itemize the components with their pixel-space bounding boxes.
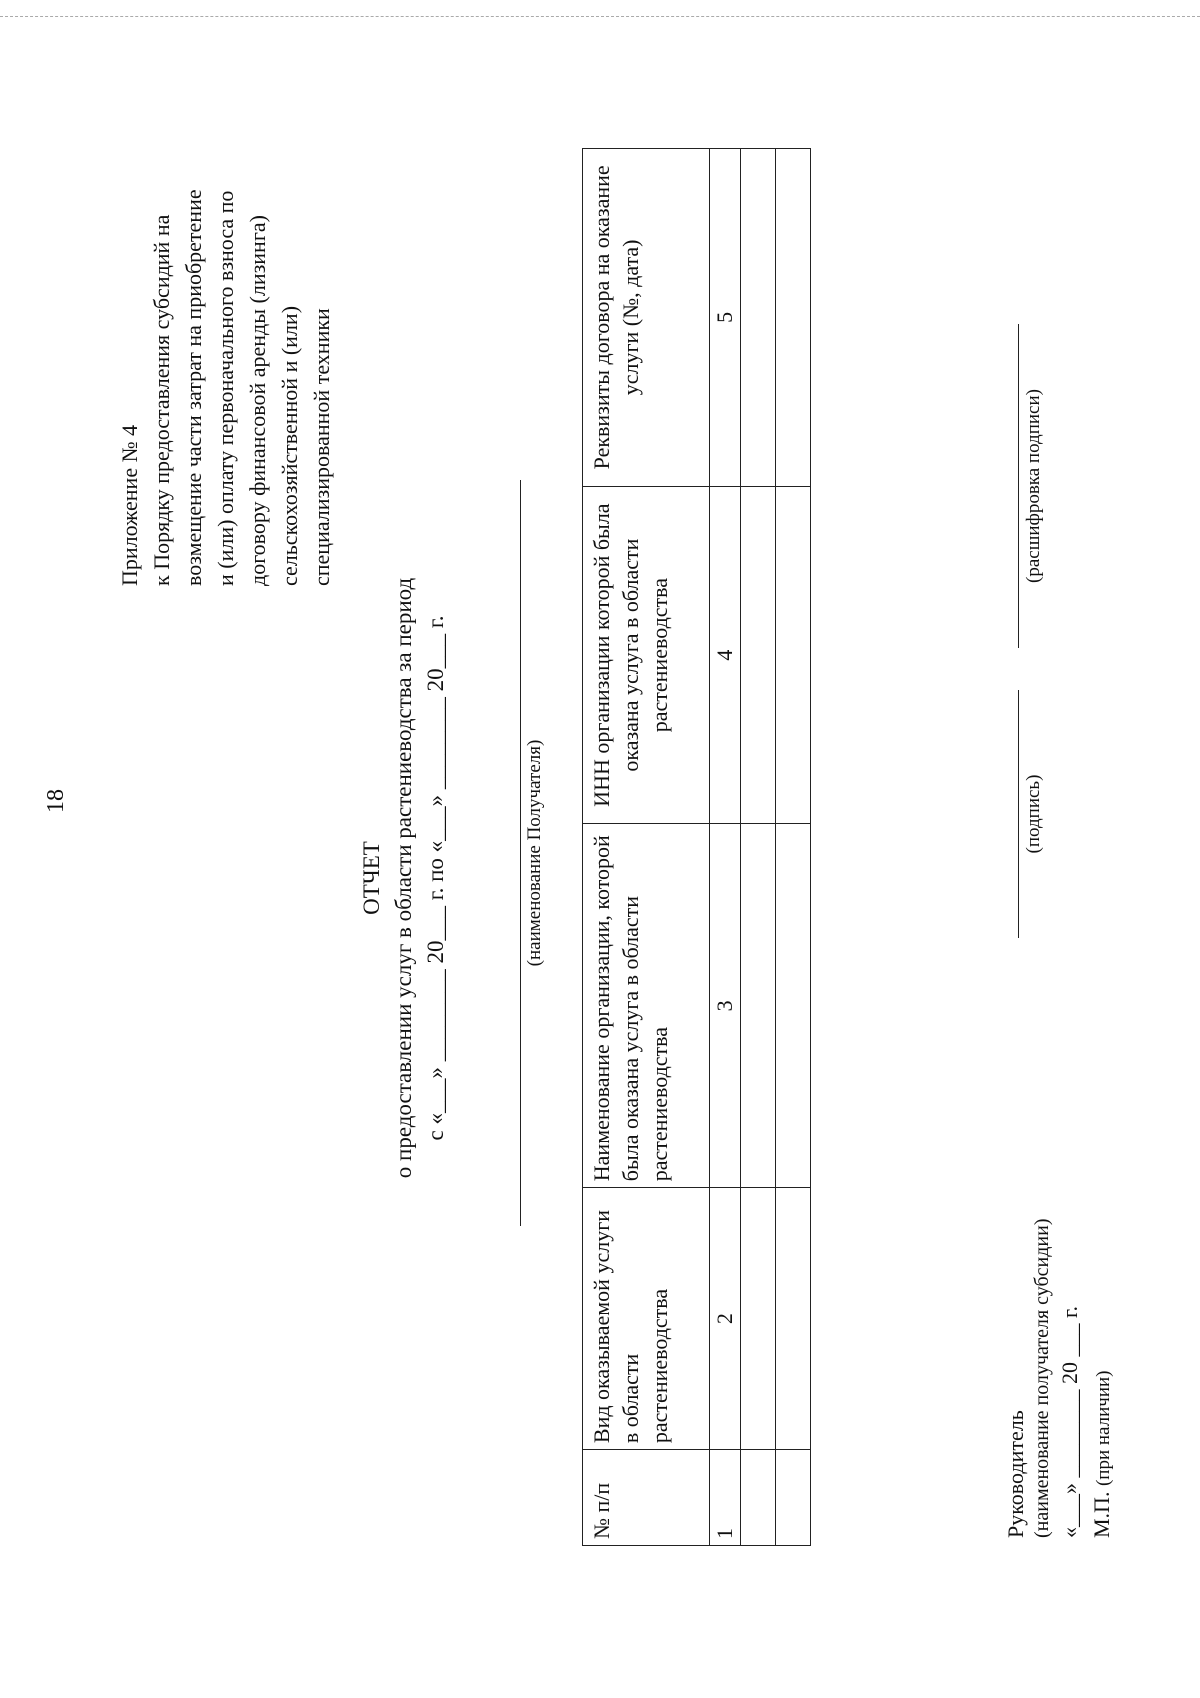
empty-cell	[776, 1188, 811, 1450]
empty-cell	[776, 149, 811, 487]
signer-subtitle: (наименование получателя субсидии)	[1031, 1218, 1053, 1538]
header-cell-inn: ИНН организации которой была оказана услуга в области растениеводства	[583, 486, 710, 824]
stamp-label: М.П.	[1089, 1491, 1114, 1538]
decoding-line	[1018, 324, 1019, 648]
signer-title: Руководитель	[1003, 1410, 1028, 1538]
appendix-block	[114, 46, 338, 586]
appendix-line: Приложение № 4	[117, 424, 142, 586]
number-cell: 4	[710, 486, 741, 824]
decoding-caption: (расшифровка подписи)	[1023, 389, 1044, 583]
report-title: ОТЧЕТ	[359, 841, 384, 915]
table-header-row	[583, 149, 710, 1546]
stamp-block	[1088, 1370, 1118, 1538]
appendix-line: и (или) оплату первоначального взноса по	[213, 190, 238, 586]
signer-date-line: «___» ________ 20 ___ г.	[1057, 1305, 1082, 1538]
empty-cell	[776, 486, 811, 824]
report-period: с «___» ________ 20___ г. по «___» ________ 20___ г.	[423, 615, 448, 1141]
empty-cell	[741, 486, 776, 824]
appendix-line: специализированной техники	[309, 308, 334, 586]
page-number: 18	[43, 789, 69, 813]
appendix-line: возмещение части затрат на приобретение	[181, 189, 206, 586]
number-cell: 1	[710, 1450, 741, 1546]
header-cell-organization: Наименование организации, которой была оказана услуга в области растениеводства	[583, 824, 710, 1188]
table-row	[776, 149, 811, 1546]
header-cell-service-type: Вид оказываемой услуги в области растениеводства	[583, 1188, 710, 1450]
number-cell: 5	[710, 149, 741, 487]
empty-cell	[776, 1450, 811, 1546]
table-number-row	[710, 149, 741, 1546]
appendix-line: договору финансовой аренды (лизинга)	[245, 215, 270, 586]
empty-cell	[741, 1450, 776, 1546]
signer-block	[1002, 1218, 1083, 1538]
header-cell-number: № п/п	[583, 1450, 710, 1546]
header-cell-contract: Реквизиты договора на оказание услуги (№, дата)	[583, 149, 710, 487]
recipient-caption: (наименование Получателя)	[524, 739, 545, 967]
recipient-line	[520, 480, 521, 1226]
signature-caption: (подпись)	[1023, 774, 1044, 854]
signature-line	[1018, 690, 1019, 938]
appendix-line: к Порядку предоставления субсидий на	[149, 214, 174, 586]
appendix-line: сельскохозяйственной и (или)	[277, 305, 302, 586]
empty-cell	[776, 824, 811, 1188]
empty-cell	[741, 824, 776, 1188]
report-subtitle: о предоставлении услуг в области растениеводства за период	[391, 577, 416, 1179]
empty-cell	[741, 149, 776, 487]
report-table	[582, 148, 811, 1546]
empty-cell	[741, 1188, 776, 1450]
table-row	[741, 149, 776, 1546]
number-cell: 2	[710, 1188, 741, 1450]
stamp-note: (при наличии)	[1093, 1370, 1114, 1487]
number-cell: 3	[710, 824, 741, 1188]
